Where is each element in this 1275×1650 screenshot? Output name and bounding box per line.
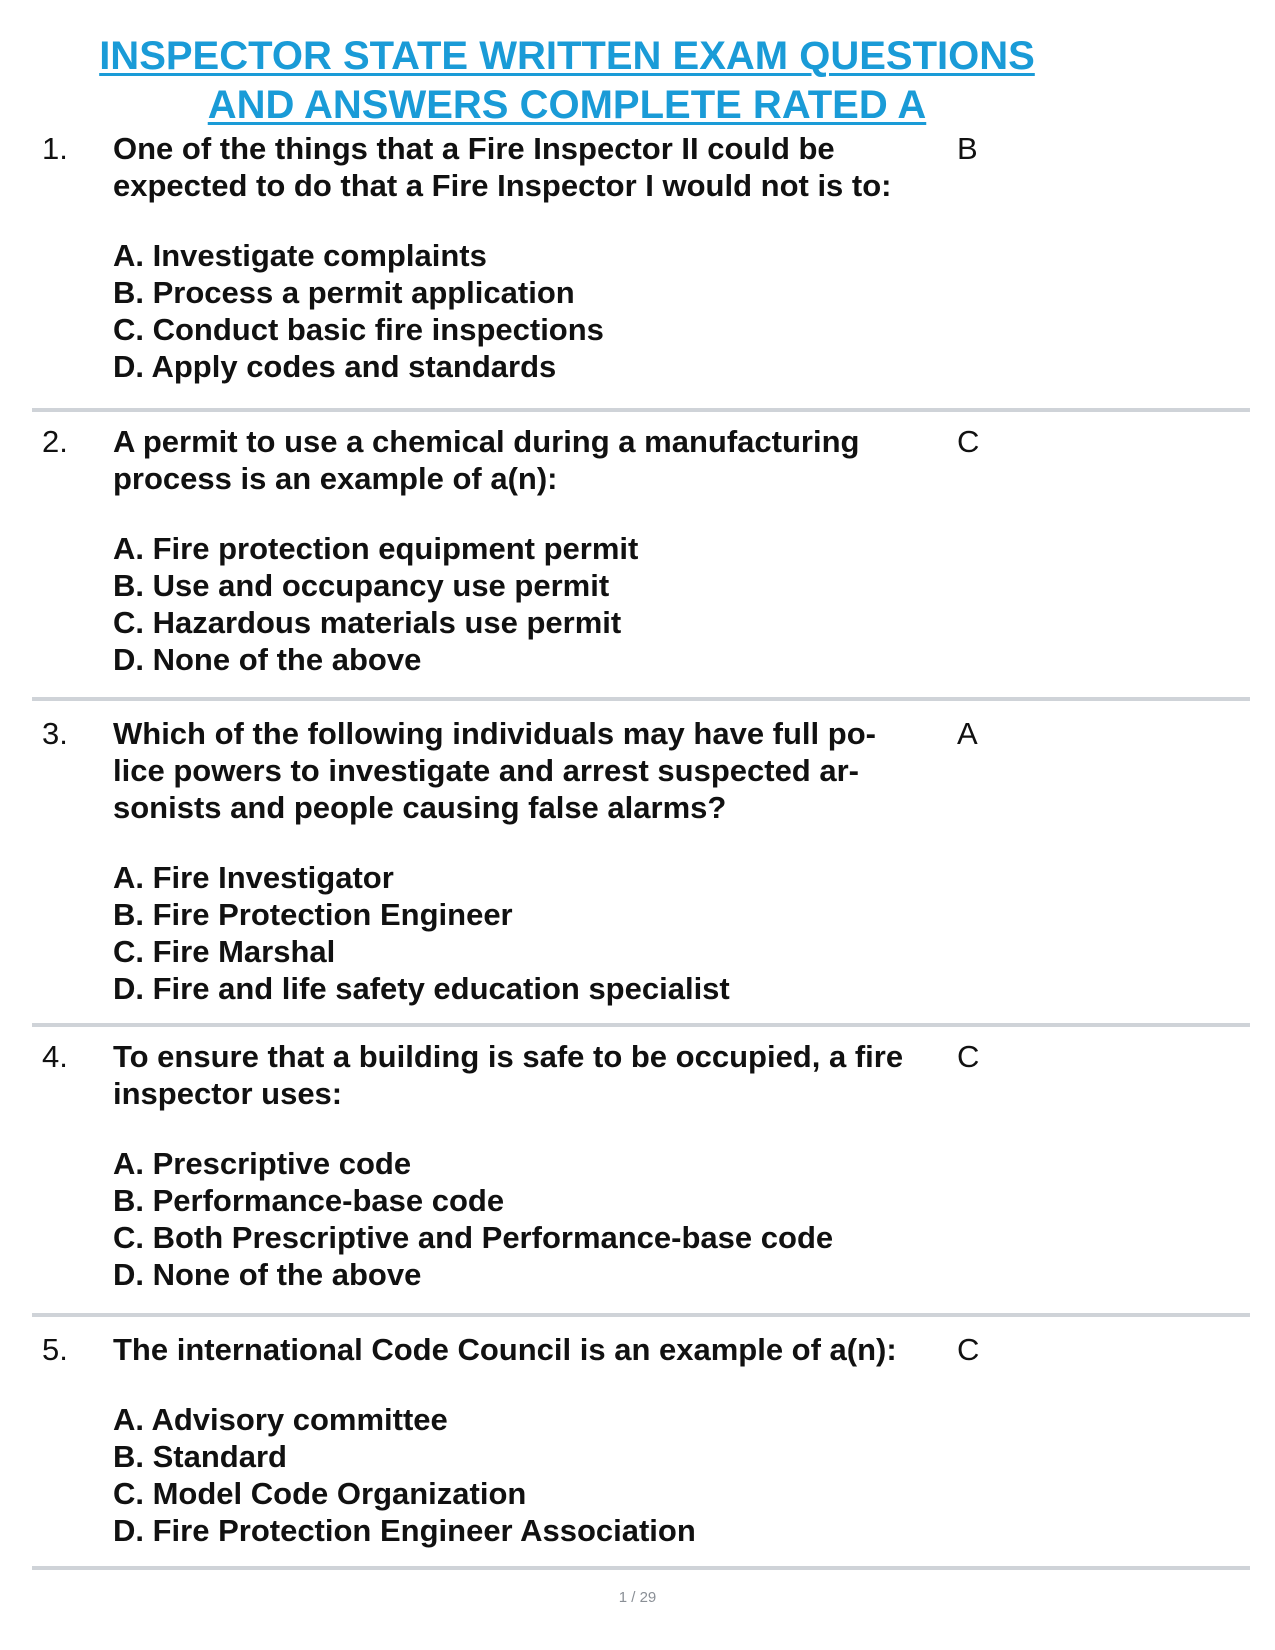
option-b: B. Performance-base code (113, 1183, 505, 1218)
question-text-line: inspector uses: (113, 1076, 343, 1111)
question-body (113, 423, 948, 678)
question-text-line: process is an example of a(n): (113, 461, 558, 496)
question-body (113, 1331, 948, 1549)
answer-key: A (957, 716, 978, 751)
option-a: A. Advisory committee (113, 1402, 448, 1437)
option-a: A. Fire Investigator (113, 860, 394, 895)
option-d: D. Apply codes and standards (113, 349, 557, 384)
option-list (113, 530, 948, 678)
question-text-line: lice powers to investigate and arrest suspected ar- (113, 753, 859, 788)
answer-key: C (957, 1039, 980, 1074)
option-d: D. Fire Protection Engineer Association (113, 1513, 696, 1548)
question-body (113, 1038, 948, 1293)
question-text-line: The international Code Council is an example of a(n): (113, 1332, 897, 1367)
option-c: C. Conduct basic fire inspections (113, 312, 604, 347)
question-number: 1. (42, 131, 68, 166)
question-text-line: Which of the following individuals may have full po- (113, 716, 876, 751)
option-list (113, 1401, 948, 1549)
answer-key: C (957, 1332, 980, 1367)
divider (32, 1313, 1250, 1317)
title-line-2: AND ANSWERS COMPLETE RATED A (207, 83, 927, 127)
option-a: A. Prescriptive code (113, 1146, 412, 1181)
question-text-line: To ensure that a building is safe to be occupied, a fire (113, 1039, 904, 1074)
question-text (113, 715, 948, 826)
question-number: 3. (42, 716, 68, 751)
option-d: D. None of the above (113, 642, 422, 677)
option-c: C. Fire Marshal (113, 934, 336, 969)
option-list (113, 237, 948, 385)
page-indicator: 1 / 29 (618, 1589, 657, 1606)
question-text (113, 1331, 948, 1368)
divider (32, 1566, 1250, 1570)
option-c: C. Both Prescriptive and Performance-base code (113, 1220, 834, 1255)
option-b: B. Standard (113, 1439, 287, 1474)
answer-key: B (957, 131, 978, 166)
option-b: B. Use and occupancy use permit (113, 568, 610, 603)
question-text (113, 130, 948, 204)
option-a: A. Fire protection equipment permit (113, 531, 639, 566)
question-text (113, 1038, 948, 1112)
question-number: 4. (42, 1039, 68, 1074)
answer-key: C (957, 424, 980, 459)
question-body (113, 715, 948, 1007)
option-c: C. Hazardous materials use permit (113, 605, 622, 640)
question-text-line: sonists and people causing false alarms? (113, 790, 727, 825)
question-text-line: A permit to use a chemical during a manufacturing (113, 424, 860, 459)
document-title (0, 32, 1134, 130)
option-d: D. None of the above (113, 1257, 422, 1292)
question-text-line: expected to do that a Fire Inspector I would not is to: (113, 168, 892, 203)
option-list (113, 859, 948, 1007)
option-a: A. Investigate complaints (113, 238, 487, 273)
question-text (113, 423, 948, 497)
title-line-1: INSPECTOR STATE WRITTEN EXAM QUESTIONS (99, 34, 1035, 78)
divider (32, 408, 1250, 412)
option-d: D. Fire and life safety education specialist (113, 971, 730, 1006)
question-body (113, 130, 948, 385)
option-list (113, 1145, 948, 1293)
option-b: B. Process a permit application (113, 275, 575, 310)
question-number: 5. (42, 1332, 68, 1367)
divider (32, 1023, 1250, 1027)
option-c: C. Model Code Organization (113, 1476, 527, 1511)
question-text-line: One of the things that a Fire Inspector II could be (113, 131, 835, 166)
question-number: 2. (42, 424, 68, 459)
divider (32, 697, 1250, 701)
option-b: B. Fire Protection Engineer (113, 897, 513, 932)
